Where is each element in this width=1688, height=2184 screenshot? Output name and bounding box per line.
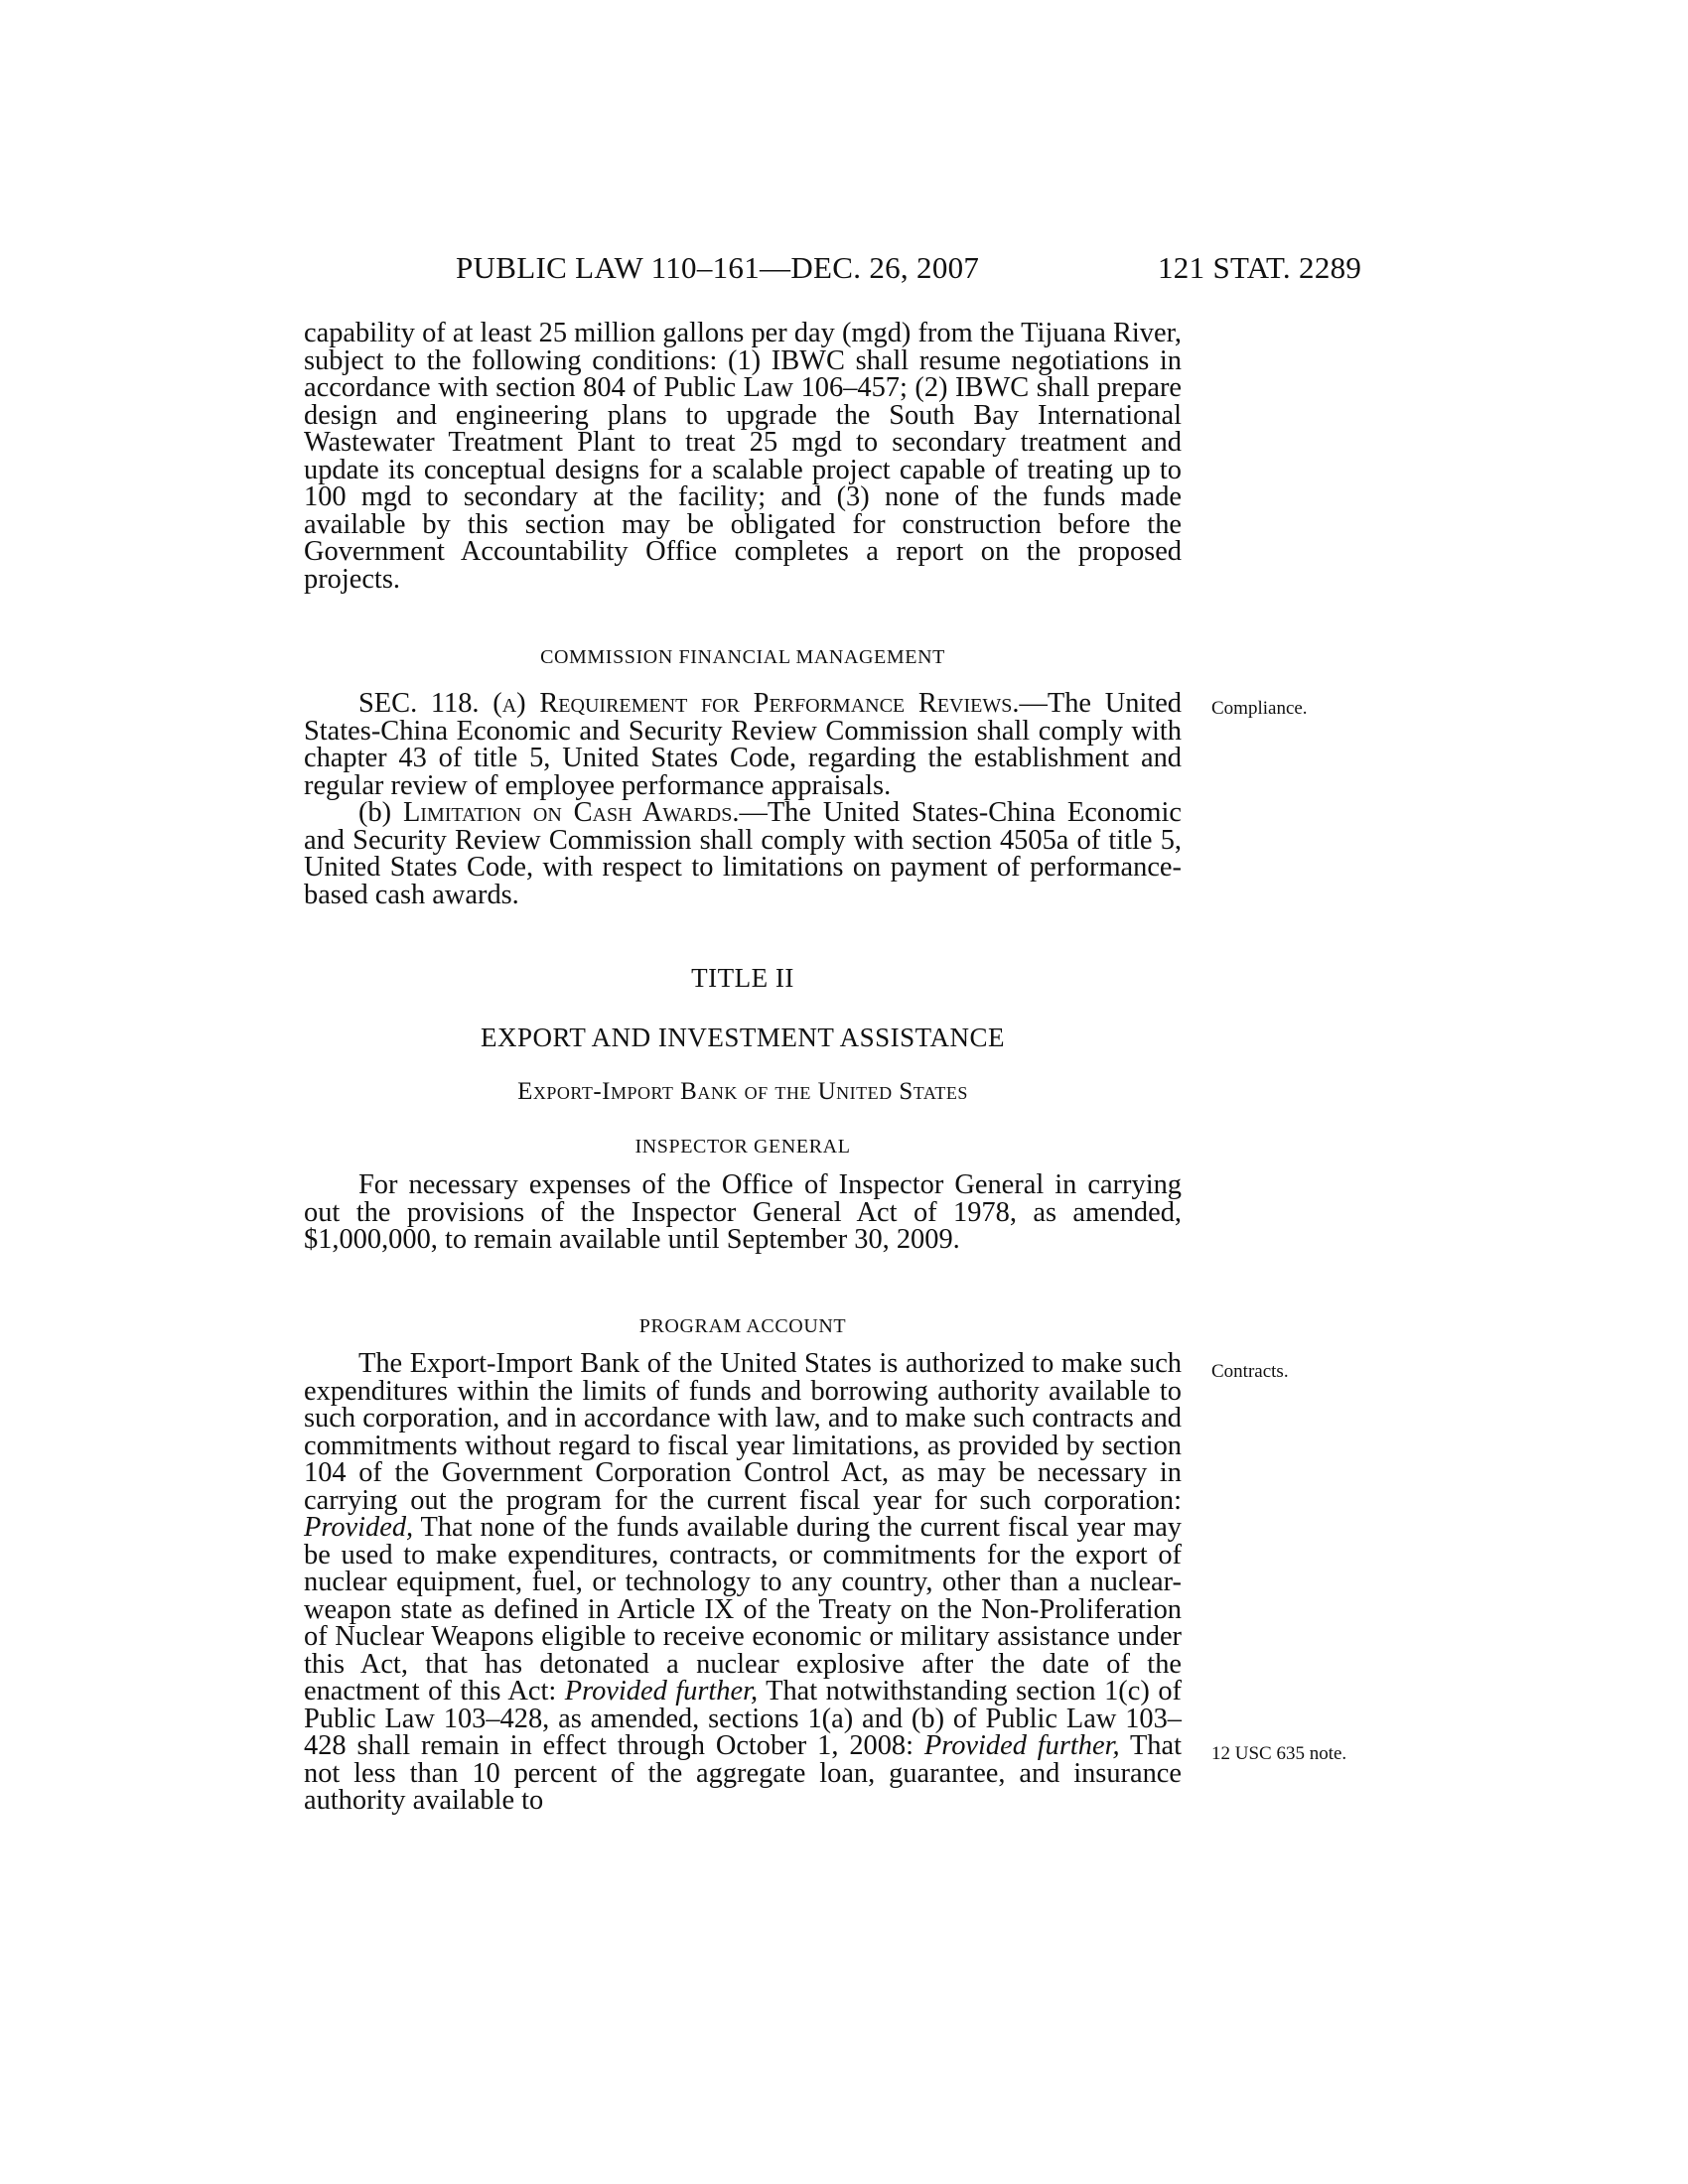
margin-note-usc-citation: 12 USC 635 note.	[1211, 1743, 1347, 1764]
program-account-paragraph	[304, 1350, 1182, 1815]
paragraph-text: capability of at least 25 million gallons per day (mgd) from the Tijuana River, subject to the following conditions: (1) IBWC shall resume negotiations in accordance with section 804 of Public Law 106–457; (2) IBWC shall prepare design and engineering plans to upgrade the South Bay International Wastewater Treatment Plant to treat 25 mgd to secondary treatment and update its conceptual designs for a scalable project capable of treating up to 100 mgd to secondary at the facility; and (3) none of the funds made available by this section may be obligated for construction before the Government Accountability Office completes a report on the proposed projects.	[304, 318, 1182, 595]
paragraph-text	[304, 1350, 1182, 1815]
proviso-marker: Provided,	[304, 1512, 414, 1543]
text-run: That none of the funds available during the current fiscal year may be used to make expenditures, contracts, or commitments for the export of nuclear equipment, fuel, or technology to any country, other than a nuclear-weapon state as defined in Article IX of the Treaty on the Non-Proliferation of Nuclear Weapons eligible to receive economic or military assistance under this Act, that has detonated a nuclear explosive after the date of the enactment of this Act:	[304, 1512, 1182, 1706]
text-run: That notwithstanding section 1(c) of Public Law 103–428, as amended, sections 1(a) and (b) of Public Law 103–428 shall remain in effect through October 1, 2008:	[304, 1676, 1182, 1761]
text-run: That not less than 10 percent of the aggregate loan, guarantee, and insurance authority available to	[304, 1730, 1182, 1816]
section-heading-commission-financial-management: COMMISSION FINANCIAL MANAGEMENT	[540, 646, 945, 668]
subsection-label: (b)	[358, 797, 392, 828]
inspector-general-paragraph	[304, 1171, 1182, 1254]
subsection-caption: Requirement for Performance Reviews.	[539, 688, 1020, 719]
subsection-text: —The United States-China Economic and Security Review Commission shall comply with section 4505a of title 5, United States Code, with respect to limitations on payment of performance-based cash awards.	[304, 797, 1182, 910]
margin-note-compliance: Compliance.	[1211, 698, 1308, 719]
section-118-subsection-a	[304, 690, 1182, 799]
running-header-page-number: 121 STAT. 2289	[1158, 250, 1362, 285]
proviso-marker: Provided further,	[923, 1730, 1120, 1761]
section-118	[304, 690, 1182, 908]
section-118-subsection-b	[304, 799, 1182, 908]
section-heading-inspector-general: INSPECTOR GENERAL	[634, 1136, 851, 1158]
running-header-title: PUBLIC LAW 110–161—DEC. 26, 2007	[456, 250, 980, 285]
section-heading-program-account: PROGRAM ACCOUNT	[638, 1315, 847, 1337]
paragraph-text: For necessary expenses of the Office of Inspector General in carrying out the provisions of the Inspector General Act of 1978, as amended, $1,000,000, to remain available until September 30, 2009.	[304, 1169, 1182, 1255]
section-number: SEC. 118. (a)	[358, 688, 526, 719]
title-name: EXPORT AND INVESTMENT ASSISTANCE	[480, 1023, 1006, 1052]
title-number: TITLE II	[691, 963, 794, 993]
text-run: The Export-Import Bank of the United States is authorized to make such expenditures within the limits of funds and borrowing authority available to such corporation, and in accordance with law, and to make such contracts and commitments without regard to fiscal year limitations, as provided by section 104 of the Government Corporation Control Act, as may be necessary in carrying out the program for the current fiscal year for such corporation:	[304, 1348, 1182, 1516]
proviso-marker: Provided further,	[564, 1676, 759, 1706]
paragraph-continuation	[304, 320, 1182, 593]
margin-note-contracts: Contracts.	[1211, 1361, 1289, 1382]
subsection-caption: Limitation on Cash Awards.	[402, 797, 740, 828]
agency-heading: Export-Import Bank of the United States	[517, 1078, 968, 1105]
subsection-text: —The United States-China Economic and Security Review Commission shall comply with chapter 43 of title 5, United States Code, regarding the establishment and regular review of employee performance appraisals.	[304, 688, 1183, 801]
